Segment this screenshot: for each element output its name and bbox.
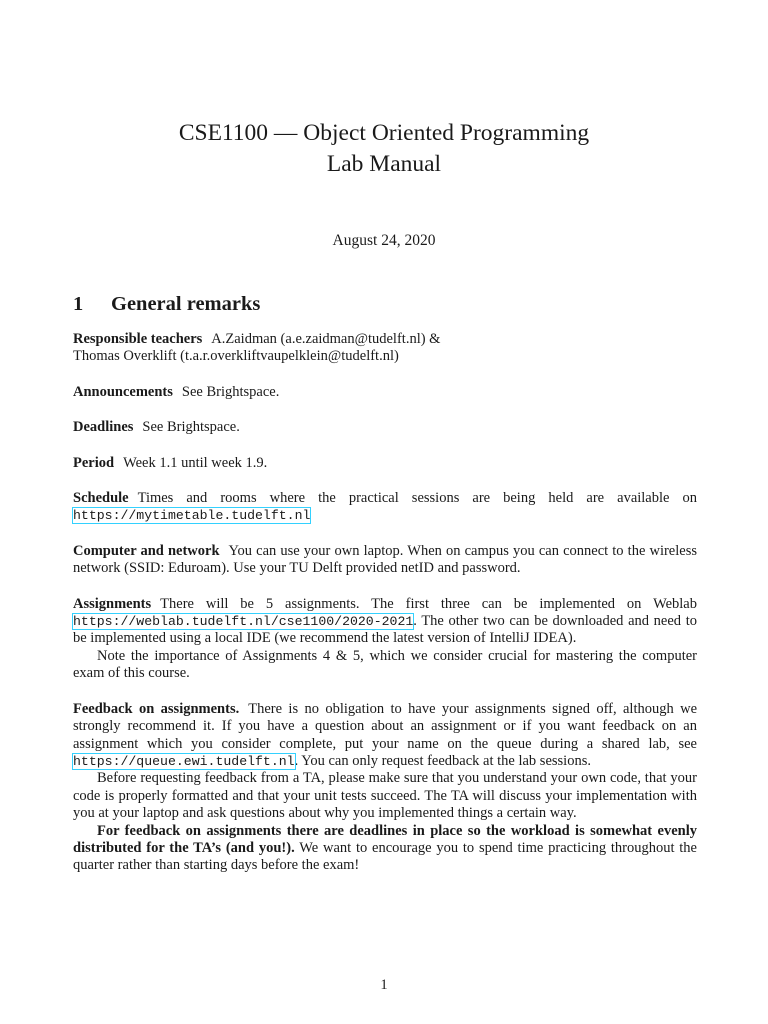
section-title: General remarks <box>111 293 261 315</box>
responsible-teachers-line-1: A.Zaidman (a.e.zaidman@tudelft.nl) & <box>211 331 441 347</box>
announcements-paragraph <box>73 384 697 401</box>
assignments-text-1: There will be 5 assignments. The first three can be implemented on Weblab <box>160 595 697 612</box>
document-title <box>0 118 768 180</box>
mytimetable-link[interactable]: https://mytimetable.tudelft.nl <box>73 508 311 524</box>
feedback-term: Feedback on assignments. <box>73 700 240 717</box>
feedback-text-1: There is no obligation to have your assignments signed off, although we strongly recommend it. If you have a question about an assignment or if you want feedback on an assignment which you consider complete, put your name on the queue during a shared lab, see <box>73 700 698 752</box>
schedule-paragraph <box>73 490 697 525</box>
assignments-note: Note the importance of Assignments 4 & 5, which we consider crucial for mastering the computer exam of this course. <box>73 647 697 682</box>
section-number: 1 <box>73 293 84 315</box>
computer-network-text: You can use your own laptop. When on campus you can connect to the wireless network (SSID: Eduroam). Use your TU Delft provided netID and password. <box>73 542 697 577</box>
assignments-paragraph <box>73 596 697 648</box>
announcements-term: Announcements <box>73 383 173 400</box>
weblab-link[interactable]: https://weblab.tudelft.nl/cse1100/2020-2021 <box>73 614 414 630</box>
announcements-text: See Brightspace. <box>181 383 280 400</box>
period-text: Week 1.1 until week 1.9. <box>123 454 268 471</box>
deadlines-paragraph <box>73 419 697 436</box>
schedule-term: Schedule <box>73 490 129 507</box>
computer-network-term: Computer and network <box>73 542 220 559</box>
queue-link[interactable]: https://queue.ewi.tudelft.nl <box>73 753 295 769</box>
feedback-encouragement: We want to encourage you to spend time practicing throughout the quarter rather than starting days before the exam! <box>73 839 697 874</box>
period-paragraph <box>73 455 697 472</box>
period-term: Period <box>73 454 115 471</box>
assignments-text-2: . The other two can be downloaded and need to be implemented using a local IDE (we recommend the latest version of IntelliJ IDEA). <box>73 613 697 647</box>
responsible-teachers-line-2: Thomas Overklift (t.a.r.overkliftvaupelklein@tudelft.nl) <box>73 348 399 365</box>
section-heading <box>73 293 260 316</box>
schedule-text: Times and rooms where the practical sessions are being held are available on <box>137 490 697 507</box>
feedback-deadline-notice: For feedback on assignments there are deadlines in place so the workload is somewhat evenly distributed for the TA’s (and you!). <box>73 822 697 856</box>
page-number: 1 <box>380 977 388 993</box>
deadlines-term: Deadlines <box>73 419 134 436</box>
document-title-line-2: Lab Manual <box>326 151 442 177</box>
feedback-paragraph <box>73 701 697 771</box>
document-date: August 24, 2020 <box>332 232 436 249</box>
deadlines-text: See Brightspace. <box>142 419 240 436</box>
document-title-line-1: CSE1100 — Object Oriented Programming <box>178 120 590 146</box>
responsible-teachers-term: Responsible teachers <box>73 331 203 347</box>
feedback-paragraph-3 <box>73 823 697 875</box>
section-body <box>73 331 697 875</box>
assignments-term: Assignments <box>73 595 152 612</box>
computer-network-paragraph <box>73 543 697 578</box>
responsible-teachers-paragraph <box>73 331 697 366</box>
feedback-paragraph-2: Before requesting feedback from a TA, please make sure that you understand your own code, that your code is properly formatted and that your unit tests succeed. The TA will discuss your implementation with you at your laptop and ask questions about why you implemented things a certain way. <box>73 770 697 822</box>
feedback-text-2: . You can only request feedback at the lab sessions. <box>294 752 591 769</box>
